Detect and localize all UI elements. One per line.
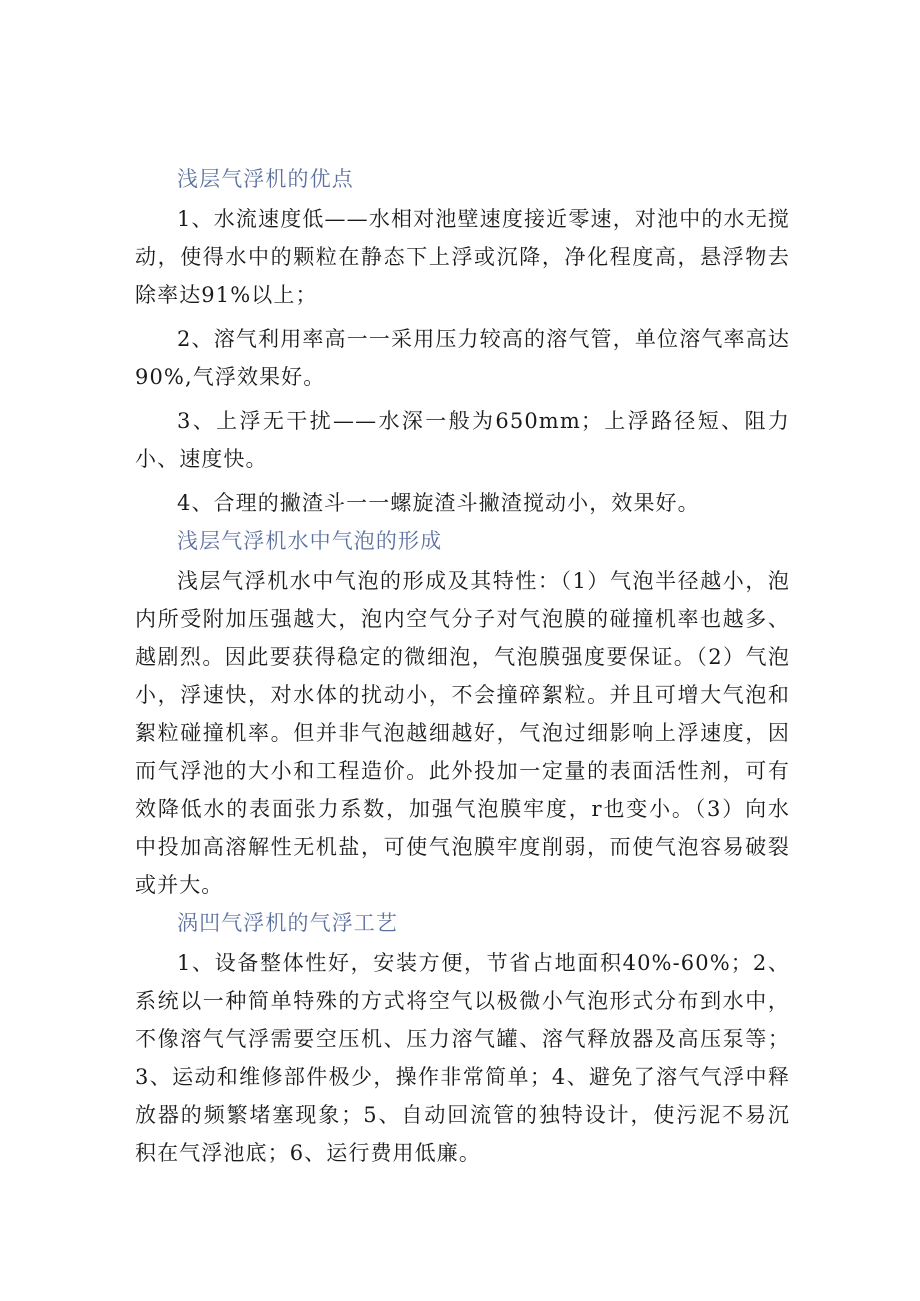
document-content	[135, 160, 790, 1172]
paragraph-advantage-4: 4、合理的撇渣斗一一螺旋渣斗撇渣搅动小，效果好。	[177, 491, 700, 515]
section-heading-bubble-formation: 浅层气浮机水中气泡的形成	[177, 529, 443, 553]
section-heading-advantages: 浅层气浮机的优点	[177, 167, 354, 191]
paragraph-advantage-2: 2、溶气利用率高一一采用压力较高的溶气管，单位溶气率高达90%,气浮效果好。	[135, 327, 790, 389]
paragraph-advantage-3: 3、上浮无干扰——水深一般为650mm；上浮路径短、阻力小、速度快。	[135, 409, 790, 471]
paragraph-vortex-process: 1、设备整体性好，安装方便，节省占地面积40%-60%；2、系统以一种简单特殊的方式将空气以极微小气泡形式分布到水中，不像溶气气浮需要空压机、压力溶气罐、溶气释放器及高压泵等；3、运动和维修部件极少，操作非常简单；4、避免了溶气气浮中释放器的频繁堵塞现象；5、自动回流管的独特设计，使污泥不易沉积在气浮池底；6、运行费用低廉。	[135, 951, 790, 1165]
paragraph-bubble-formation: 浅层气浮机水中气泡的形成及其特性：（1）气泡半径越小，泡内所受附加压强越大，泡内空气分子对气泡膜的碰撞机率也越多、越剧烈。因此要获得稳定的微细泡，气泡膜强度要保证。（2）气泡小，浮速快，对水体的扰动小，不会撞碎絮粒。并且可增大气泡和絮粒碰撞机率。但并非气泡越细越好，气泡过细影响上浮速度，因而气浮池的大小和工程造价。此外投加一定量的表面活性剂，可有效降低水的表面张力系数，加强气泡膜牢度，r也变小。（3）向水中投加高溶解性无机盐，可使气泡膜牢度削弱，而使气泡容易破裂或并大。	[135, 569, 790, 897]
section-heading-vortex-process: 涡凹气浮机的气浮工艺	[177, 911, 398, 935]
paragraph-advantage-1: 1、水流速度低——水相对池壁速度接近零速，对池中的水无搅动，使得水中的颗粒在静态下上浮或沉降，净化程度高，悬浮物去除率达91%以上；	[135, 207, 790, 307]
